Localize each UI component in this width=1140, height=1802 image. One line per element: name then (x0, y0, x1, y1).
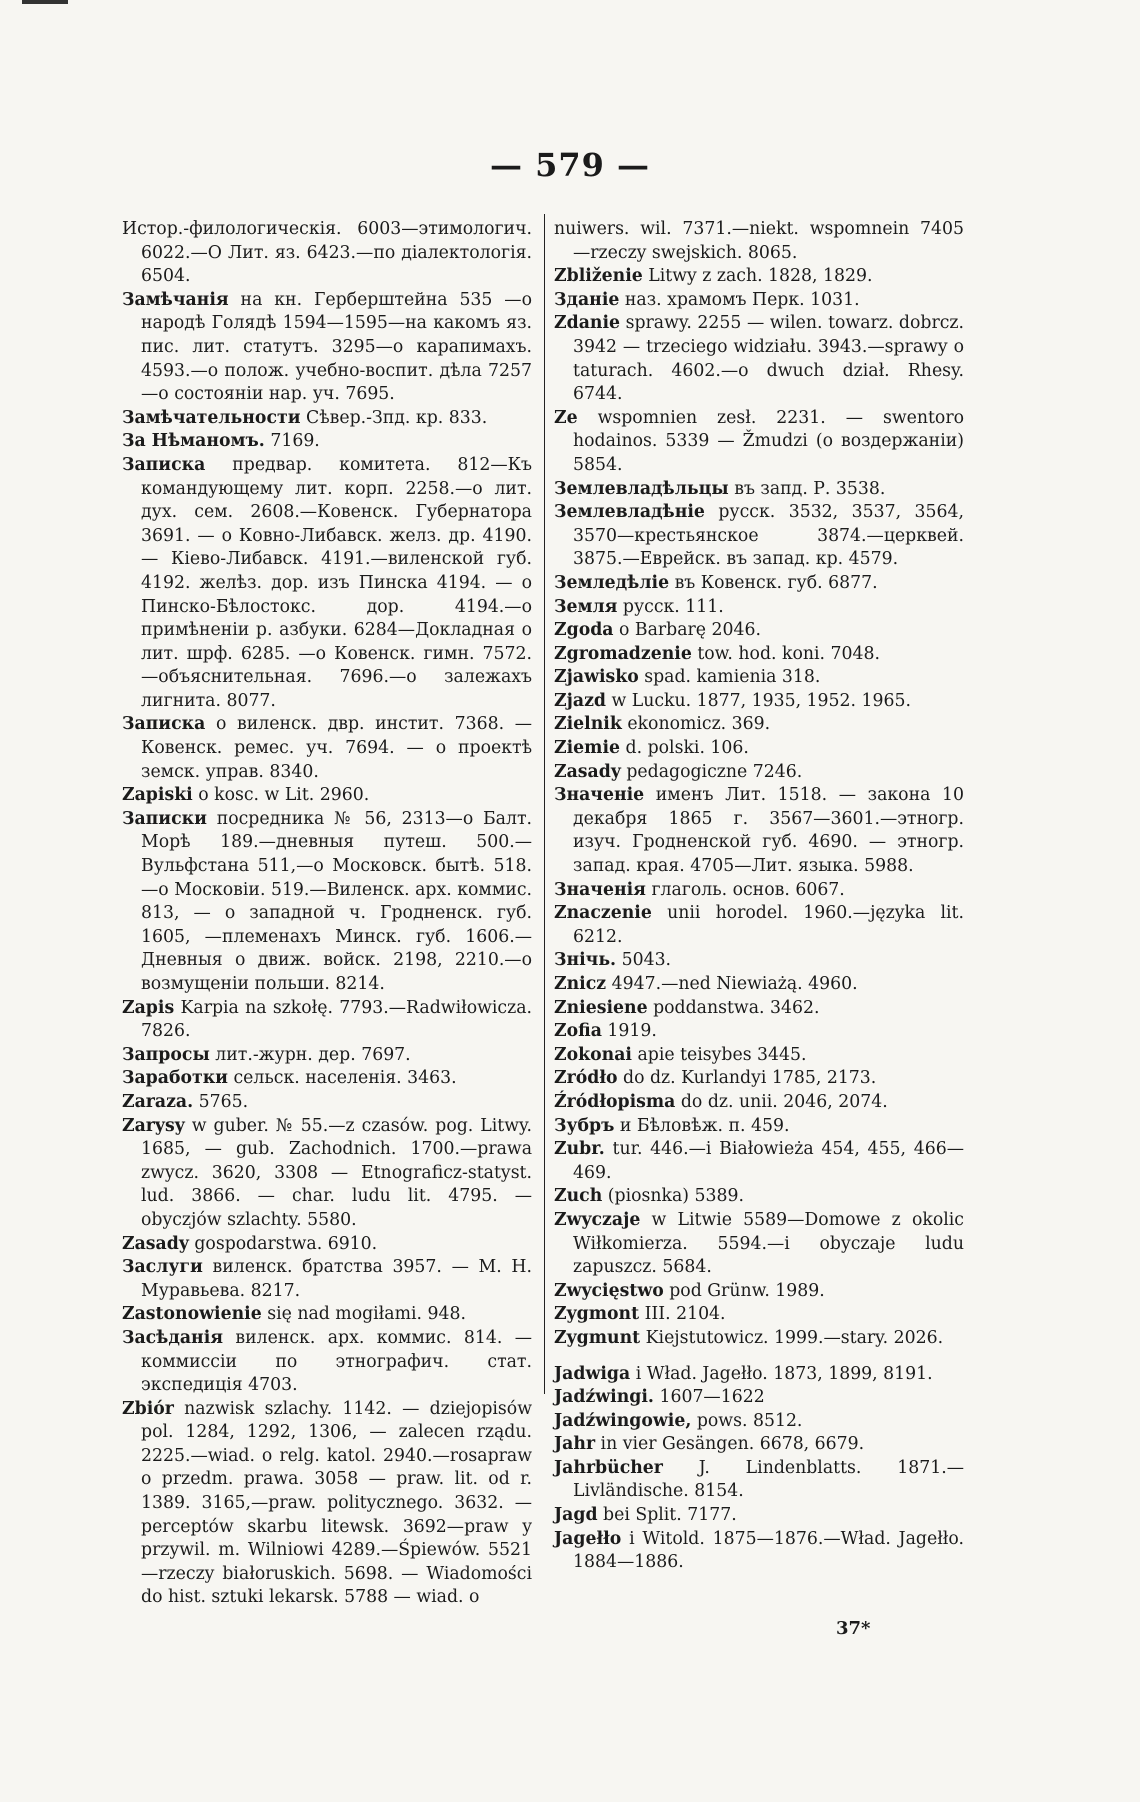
index-entry (122, 1115, 532, 1233)
index-entry (122, 289, 532, 407)
index-entry (554, 1504, 964, 1528)
entry-headword: Заработки (122, 1068, 228, 1089)
entry-text: въ запд. Р. 3538. (734, 478, 886, 499)
entry-headword: Знічь. (554, 950, 617, 971)
entry-text: gospodarstwa. 6910. (194, 1233, 378, 1254)
entry-headword: Zasady (554, 761, 621, 782)
entry-headword: Jadwiga (554, 1363, 631, 1384)
entry-text: 4947.—ned Niewiażą. 4960. (611, 974, 858, 994)
index-entry (554, 312, 964, 406)
entry-headword: Zwyczaje (554, 1209, 641, 1230)
page-number: — 579 — (489, 146, 651, 184)
index-entry (554, 1410, 964, 1434)
index-entry (554, 1091, 964, 1115)
entry-headword: Zygmunt (554, 1327, 641, 1348)
index-entry (554, 737, 964, 761)
entry-text: сельск. населенія. 3463. (233, 1068, 457, 1089)
entry-text: apie teisybes 3445. (637, 1044, 807, 1065)
entry-headword: Zygmont (554, 1304, 640, 1325)
entry-headword: Zapis (122, 997, 175, 1018)
entry-text: наз. храмомъ Перк. 1031. (624, 289, 860, 310)
entry-headword: Засѣданія (122, 1327, 224, 1348)
entry-text: i Witold. 1875—1876.—Wład. Jagełło. 1884—1886. (573, 1528, 965, 1573)
index-entry (122, 1067, 532, 1091)
entry-text: tur. 446.—i Białowieża 454, 455, 466—469. (573, 1139, 964, 1183)
entry-text: виленск. арх. коммис. 814. —коммиссіи по этнографич. стат. экспедиція 4703. (141, 1327, 532, 1396)
entry-text: o Barbarę 2046. (619, 620, 761, 641)
index-entry (122, 430, 532, 454)
index-entry (122, 1327, 532, 1398)
entry-text: III. 2104. (644, 1304, 726, 1325)
index-entry (554, 666, 964, 690)
entry-headword: Znicz (554, 974, 607, 994)
entry-headword: Zgoda (554, 620, 614, 641)
entry-headword: Zarysy (122, 1115, 185, 1136)
signature-mark: 37* (836, 1618, 871, 1639)
entry-text: unii horodel. 1960.—języka lit. 6212. (573, 903, 964, 947)
entry-headword: Zniesiene (554, 997, 648, 1018)
entry-headword: Zwycięstwo (554, 1280, 664, 1301)
entry-headword: Znaczenie (554, 903, 652, 924)
index-entry (554, 218, 964, 265)
index-entry (122, 1256, 532, 1303)
entry-headword: Записки (122, 808, 207, 829)
entry-headword: Земледѣліе (554, 572, 670, 593)
entry-text: Kiejstutowicz. 1999.—stary. 2026. (645, 1327, 944, 1348)
index-entry (122, 784, 532, 808)
entry-text: глаголь. основ. 6067. (651, 879, 845, 900)
entry-headword: Zbliženie (554, 266, 643, 287)
entry-headword: Jagd (554, 1505, 598, 1526)
entry-text: виленск. братства 3957. — М. Н. Муравьева. 8217. (141, 1257, 532, 1301)
entry-text: ekonomicz. 369. (627, 714, 771, 735)
entry-text: wspomnien zesł. 2231. — swentoro hodainos. 5339 — Žmudzi (о воздержаніи) 5854. (573, 407, 964, 475)
entry-text: o kosc. w Lit. 2960. (198, 785, 370, 806)
entry-text: tow. hod. koni. 7048. (697, 643, 880, 664)
entry-headword: Zródło (554, 1068, 618, 1089)
index-entry (554, 1067, 964, 1091)
entry-headword: Zuch (554, 1186, 603, 1207)
entry-text: nazwisk szlachy. 1142. — dziejopisów pol. 1284, 1292, 1306, — zalecen rządu. 2225.—wiad. o relg. katol. 2940.—rosapraw o przedm. prawa. 3058 — praw. lit. od r. 1389. 3165,—praw. politycznego. 3632. —perceptów skarbu litewsk. 3692—praw y przywil. m. Wilniowi 4289.—Śpiewów. 5521 —rzeczy białoruskich. 5698. — Wiadomości do hist. sztuki lekarsk. 5788 — wiad. o (141, 1398, 532, 1608)
entry-headword: Землевладѣльцы (554, 478, 729, 499)
entry-text: J. Lindenblatts. 1871.—Livländische. 8154. (573, 1457, 964, 1502)
entry-text: w Lucku. 1877, 1935, 1952. 1965. (611, 690, 911, 711)
entry-headword: Jadźwingowie, (554, 1410, 692, 1431)
index-entry (554, 1327, 964, 1351)
entry-text: 1607—1622 (659, 1387, 765, 1408)
entry-text: w Litwie 5589—Domowe z okolic Wiłkomierza. 5594.—i obyczaje ludu zapuszcz. 5684. (573, 1209, 964, 1278)
entry-text: i Wład. Jagełło. 1873, 1899, 8191. (635, 1363, 933, 1384)
entry-text: do dz. Kurlandyi 1785, 2173. (623, 1068, 877, 1089)
entry-headword: За Нѣманомъ. (122, 431, 265, 452)
index-entry (122, 1398, 532, 1610)
index-entry (554, 1115, 964, 1139)
index-entry (554, 761, 964, 785)
entry-text: in vier Gesängen. 6678, 6679. (600, 1434, 865, 1455)
entry-headword: Зданіе (554, 289, 620, 310)
index-entry (554, 949, 964, 973)
index-entry (554, 1209, 964, 1280)
column-divider (544, 214, 545, 1394)
index-entry (554, 1303, 964, 1327)
entry-text: d. polski. 106. (625, 738, 749, 759)
entry-headword: Jadźwingi. (554, 1387, 654, 1408)
left-column (122, 218, 532, 1610)
entry-headword: Ziemie (554, 738, 621, 759)
index-entry (554, 643, 964, 667)
index-entry (554, 902, 964, 949)
entry-text: на кн. Герберштейна 535 —о народѣ Голядѣ 1594—1595—на какомъ яз. пис. лит. статутъ. 3295—о карапимахъ. 4593.—о полож. учебно-воспит. дѣла 7257 —о состояніи нар. уч. 7695. (141, 289, 532, 405)
entry-text: (piosnka) 5389. (607, 1186, 744, 1207)
entry-headword: Zbiór (122, 1398, 174, 1419)
index-entry (554, 879, 964, 903)
entry-headword: Заслуги (122, 1257, 203, 1278)
entry-text: русск. 3532, 3537, 3564, 3570—крестьянское 3874.—церквей. 3875.—Еврейск. въ запад. кр. 4579. (573, 502, 965, 570)
entry-text: sprawy. 2255 — wilen. towarz. dobrcz. 3942 — trzeciego widziału. 3943.—sprawy o taturach. 4602.—o dwuch dział. Rhesy. 6744. (573, 313, 964, 405)
index-entry (122, 1091, 532, 1115)
entry-headword: Zokonai (554, 1044, 632, 1065)
entry-text: лит.-журн. дер. 7697. (215, 1044, 411, 1065)
index-entry (122, 218, 532, 289)
entry-headword: Zdanie (554, 313, 621, 334)
entry-headword: Значенія (554, 879, 646, 900)
entry-headword: Zapiski (122, 785, 193, 806)
entry-text: w guber. № 55.—z czasów. pog. Litwy. 1685, — gub. Zachodnich. 1700.—prawa zwycz. 3620, 3308 — Etnograficz-statyst. lud. 3866. — char. ludu lit. 4795. —obyczjów szlachty. 5580. (141, 1115, 532, 1230)
index-entry (554, 1457, 964, 1504)
index-entry (122, 1044, 532, 1068)
index-entry (554, 1044, 964, 1068)
entry-text: Истор.-филологическія. 6003—этимологич. 6022.—О Лит. яз. 6423.—по діалектологія. 6504. (122, 219, 532, 287)
entry-headword: Źródłopisma (554, 1091, 676, 1112)
entry-headword: Замѣчательности (122, 407, 301, 428)
index-entry (554, 1433, 964, 1457)
index-entry (554, 713, 964, 737)
index-entry (554, 1280, 964, 1304)
entry-headword: Zjawisko (554, 667, 639, 688)
index-entry (554, 1185, 964, 1209)
entry-headword: Земля (554, 596, 618, 617)
entry-headword: Записка (122, 454, 206, 475)
index-entry (554, 407, 964, 478)
entry-text: nuiwers. wil. 7371.—niekt. wspomnein 7405 —rzeczy swejskich. 8065. (554, 219, 964, 263)
index-entry (122, 454, 532, 714)
scan-mark (22, 0, 68, 4)
entry-headword: Zjazd (554, 690, 606, 711)
index-entry (122, 997, 532, 1044)
index-entry (122, 808, 532, 997)
index-entry (554, 1138, 964, 1185)
index-entry (554, 478, 964, 502)
entry-headword: Jahr (554, 1434, 596, 1455)
entry-headword: Zaraza. (122, 1091, 194, 1112)
index-entry (554, 1386, 964, 1410)
entry-text: посредника № 56, 2313—о Балт. Морѣ 189.—дневныя путеш. 500.—Вульфстана 511,—о Московск. бытѣ. 518. —о Московіи. 519.—Виленск. арх. коммис. 813, — о западной ч. Гродненск. губ. 1605, —племенахъ Минск. губ. 1606.—Дневныя о движ. войск. 2198, 2210.—о возмущеніи польши. 8214. (141, 808, 532, 994)
index-entry (554, 572, 964, 596)
entry-text: 5765. (198, 1091, 249, 1112)
index-entry (554, 784, 964, 878)
entry-text: 7169. (270, 431, 320, 452)
entry-headword: Замѣчанія (122, 289, 229, 310)
entry-headword: Zubr. (554, 1139, 605, 1160)
index-entry (554, 596, 964, 620)
entry-headword: Zielnik (554, 714, 622, 735)
entry-headword: Значеніе (554, 785, 645, 806)
index-entry (554, 997, 964, 1021)
entry-headword: Zgromadzenie (554, 643, 692, 664)
index-entry (554, 265, 964, 289)
index-entry (554, 973, 964, 997)
entry-headword: Ze (554, 407, 578, 428)
entry-text: pod Grünw. 1989. (669, 1280, 825, 1301)
entry-text: Сѣвер.-Зпд. кр. 833. (306, 407, 488, 428)
entry-headword: Jagełło (554, 1528, 622, 1549)
index-entry (122, 407, 532, 431)
entry-headword: Zastonowienie (122, 1304, 262, 1325)
entry-text: русск. 111. (622, 596, 724, 617)
entry-headword: Zofia (554, 1021, 602, 1042)
entry-headword: Запросы (122, 1044, 210, 1065)
entry-text: się nad mogiłami. 948. (267, 1304, 466, 1325)
entry-text: предвар. комитета. 812—Къ командующему лит. корп. 2258.—о лит. дух. сем. 2608.—Ковенск. Губернатора 3691. — о Ковно-Либавск. желз. др. 4190. — Кіево-Либавск. 4191.—виленской губ. 4192. желѣз. дор. изъ Пинска 4194. — о Пинско-Бѣлостокс. дор. 4194.—о примѣненіи р. азбуки. 6284—Докладная о лит. шрф. 6285. —о Ковенск. гимн. 7572.—объяснительная. 7696.—о залежахъ лигнита. 8077. (141, 454, 533, 711)
index-entry (122, 713, 532, 784)
index-entry (554, 1363, 964, 1387)
entry-text: о виленск. двр. инстит. 7368. —Ковенск. ремес. уч. 7694. — о проектѣ земск. управ. 8340. (141, 714, 532, 782)
entry-headword: Jahrbücher (554, 1457, 663, 1478)
entry-text: и Бѣловѣж. п. 459. (619, 1115, 790, 1136)
entry-text: pows. 8512. (696, 1410, 803, 1431)
index-entry (122, 1233, 532, 1257)
entry-text: pedagogiczne 7246. (626, 761, 803, 782)
right-column (554, 218, 964, 1575)
index-entry (554, 1020, 964, 1044)
entry-text: Karpia na szkołę. 7793.—Radwiłowicza. 7826. (141, 997, 533, 1042)
index-entry (554, 1528, 964, 1575)
index-entry (554, 690, 964, 714)
entry-text: Litwy z zach. 1828, 1829. (648, 266, 873, 287)
entry-text: 1919. (607, 1021, 657, 1042)
entry-text: bei Split. 7177. (603, 1505, 737, 1526)
entry-text: 5043. (621, 950, 672, 971)
entry-text: do dz. unii. 2046, 2074. (680, 1091, 888, 1112)
entry-text: именъ Лит. 1518. — закона 10 декабря 1865 г. 3567—3601.—этногр. изуч. Гродненской губ. 4690. — этногр. запад. края. 4705—Лит. языка. 5988. (573, 785, 964, 877)
index-entry (554, 619, 964, 643)
index-entry (554, 289, 964, 313)
entry-headword: Zasady (122, 1233, 189, 1254)
entry-text: въ Ковенск. губ. 6877. (674, 572, 878, 593)
entry-text: poddanstwa. 3462. (653, 997, 820, 1018)
entry-headword: Записка (122, 714, 206, 735)
index-entry (554, 501, 964, 572)
entry-headword: Землевладѣніе (554, 502, 705, 523)
entry-text: spad. kamienia 318. (644, 667, 821, 688)
entry-headword: Зубръ (554, 1115, 615, 1136)
index-entry (122, 1303, 532, 1327)
